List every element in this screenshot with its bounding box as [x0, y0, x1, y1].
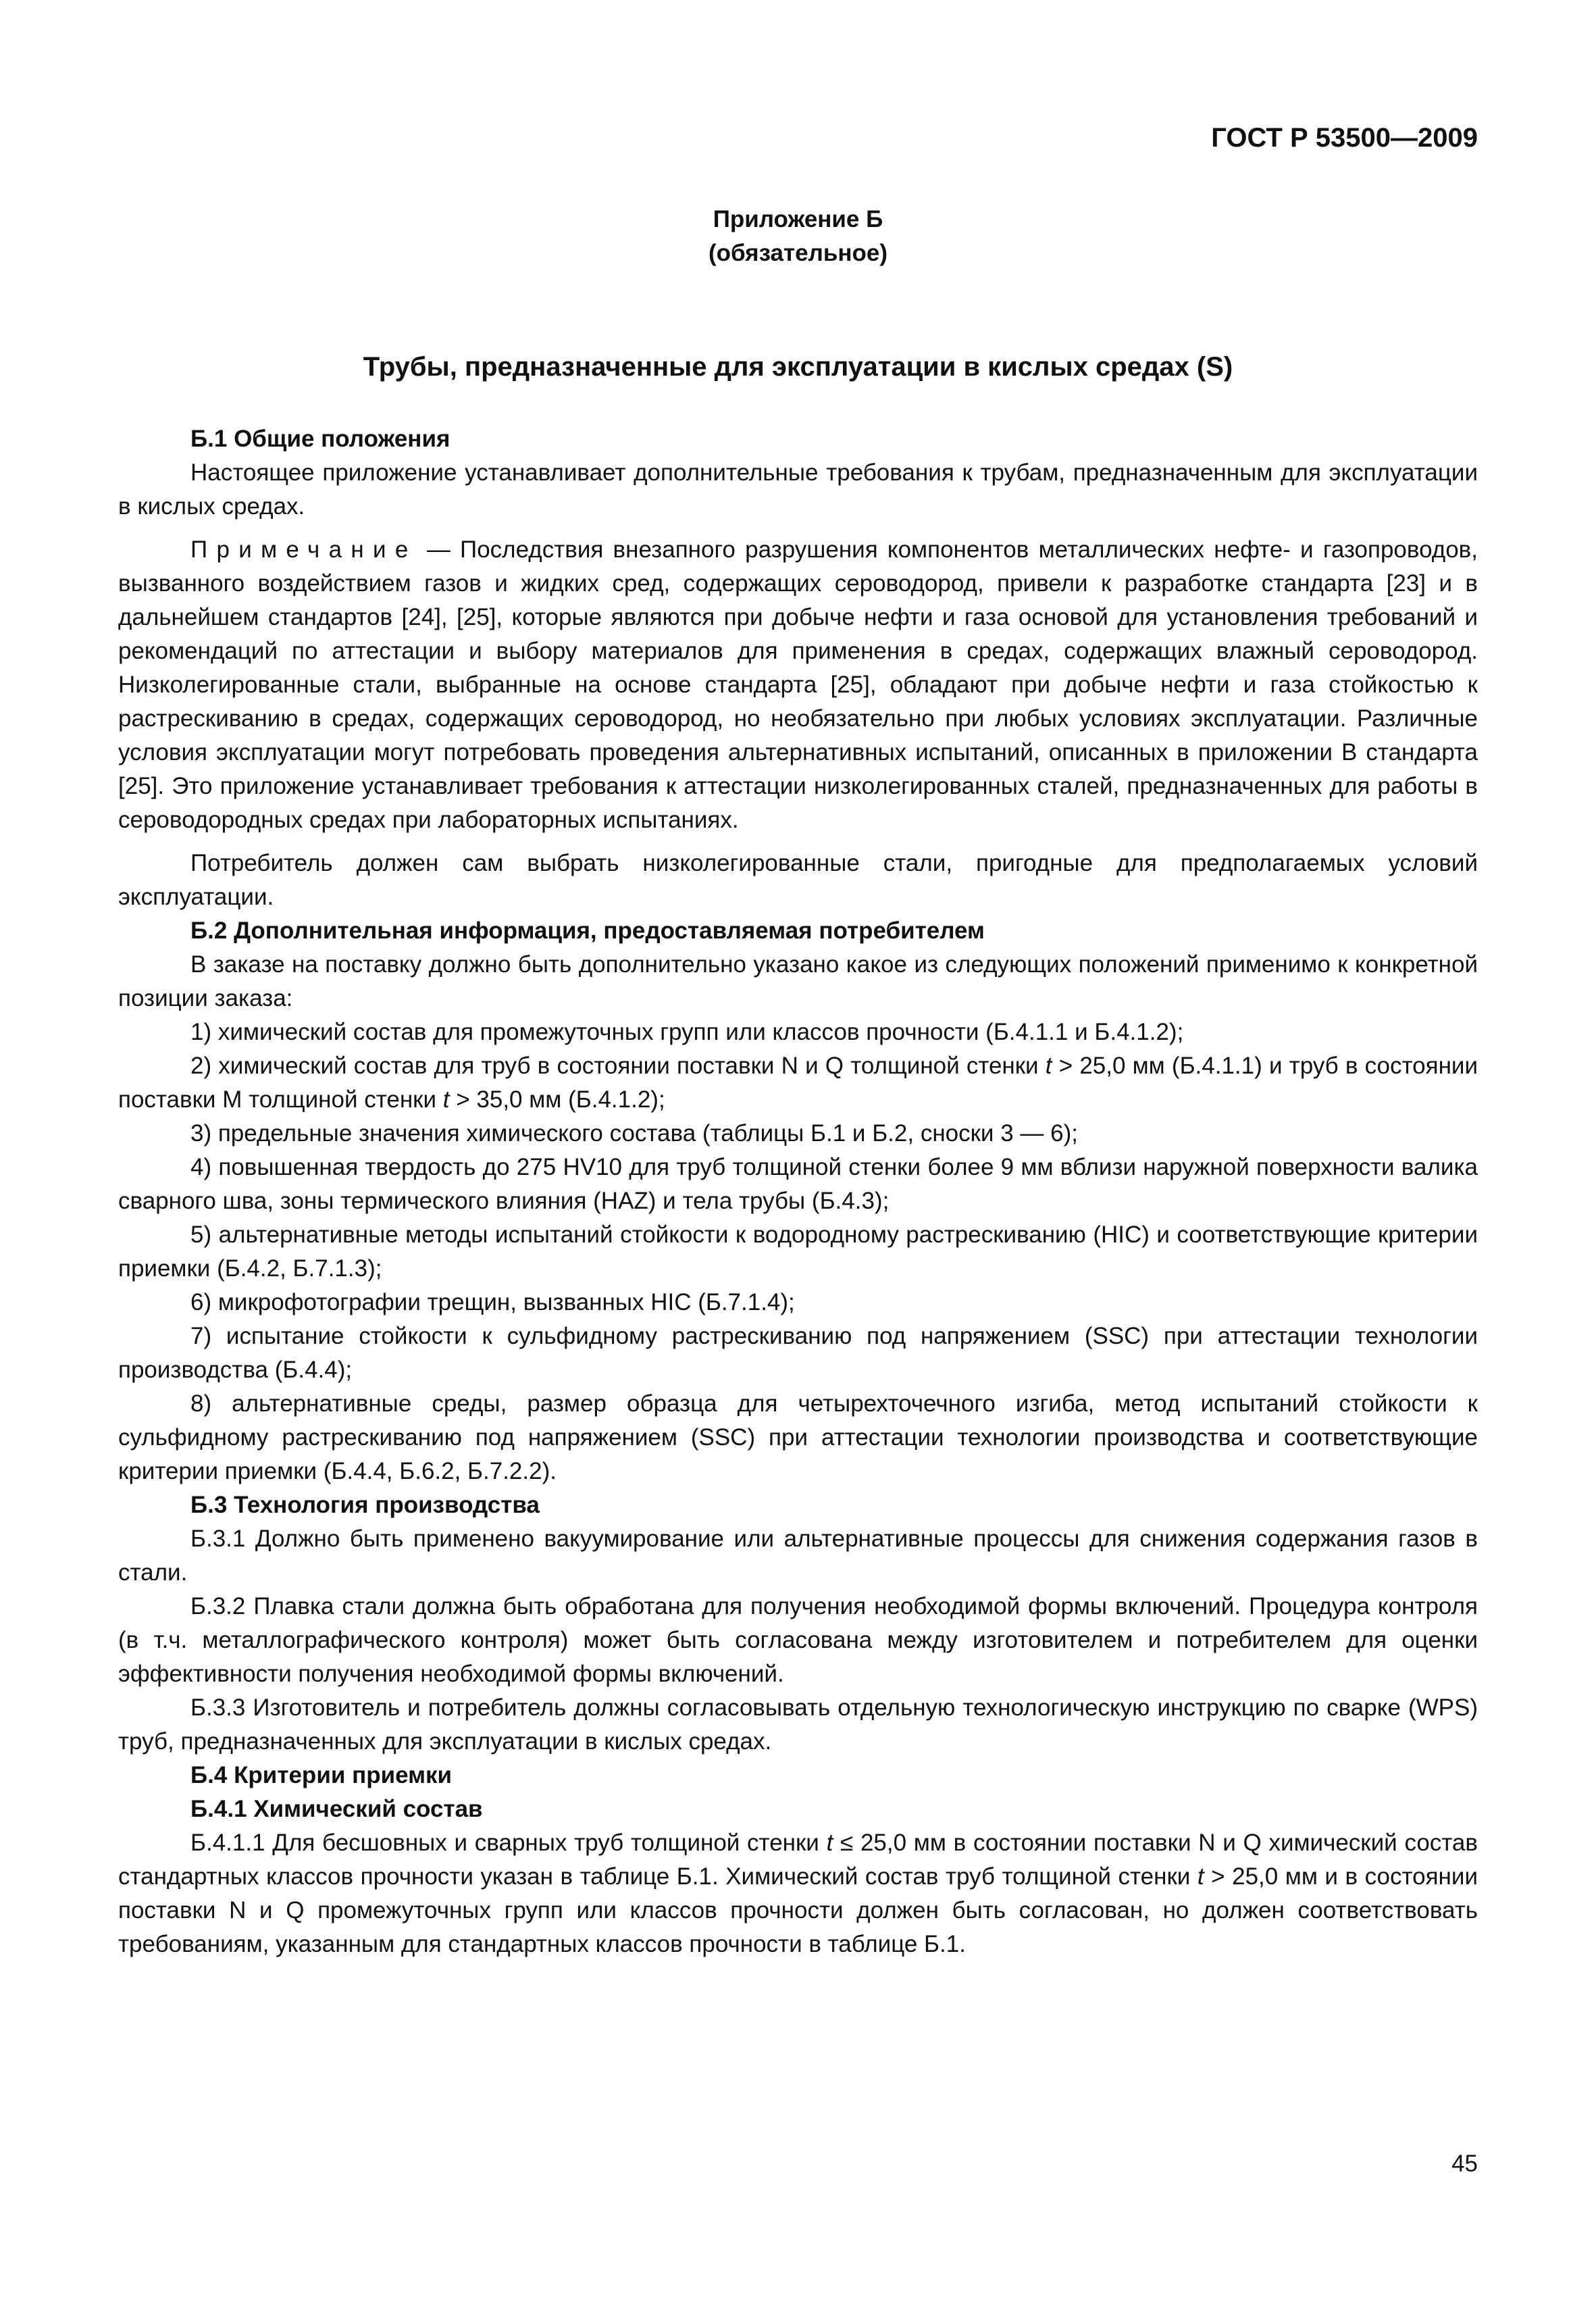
text-run: 2) химический состав для труб в состоянии поставки N и Q толщиной стенки — [190, 1053, 1046, 1079]
list-item: 8) альтернативные среды, размер образца для четырехточечного изгиба, метод испытаний стойкости к сульфидному растрескиванию под напряжением (SSC) при аттестации технологии производства и соответствующие критерии приемки (Б.4.4, Б.6.2, Б.7.2.2). — [118, 1390, 1478, 1484]
note-paragraph — [118, 533, 1478, 837]
list-item: 5) альтернативные методы испытаний стойкости к водородному растрескиванию (HIC) и соответствующие критерии приемки (Б.4.2, Б.7.1.3); — [118, 1222, 1478, 1282]
document-code: ГОСТ Р 53500—2009 — [1211, 123, 1478, 153]
paragraph: В заказе на поставку должно быть дополнительно указано какое из следующих положений применимо к конкретной позиции заказа: — [118, 951, 1478, 1011]
note-label: Примечание — [190, 536, 417, 563]
paragraph: Потребитель должен сам выбрать низколегированные стали, пригодные для предполагаемых условий эксплуатации. — [118, 850, 1478, 910]
section-heading-b4: Б.4 Критерии приемки — [190, 1762, 453, 1788]
section-heading-b1: Б.1 Общие положения — [190, 426, 451, 452]
document-body — [118, 422, 1478, 1961]
text-run: ≤ 25,0 мм в состоянии поставки N и Q химический состав стандартных классов прочности указан в таблице Б.1. Химический состав труб толщиной стенки — [118, 1830, 1478, 1890]
paragraph: Настоящее приложение устанавливает дополнительные требования к трубам, предназначенным для эксплуатации в кислых средах. — [118, 459, 1478, 520]
text-run: > 25,0 мм и в состоянии поставки N и Q промежуточных групп или классов прочности должен быть согласован, но должен соответствовать требованиям, указанным для стандартных классов прочности в таблице Б.1. — [118, 1863, 1478, 1957]
text-run: Б.4.1.1 Для бесшовных и сварных труб толщиной стенки — [190, 1830, 827, 1856]
list-item: 6) микрофотографии трещин, вызванных HIC (Б.7.1.4); — [190, 1289, 795, 1315]
variable: t — [826, 1830, 833, 1856]
section-heading-b2: Б.2 Дополнительная информация, предоставляемая потребителем — [190, 917, 985, 944]
section-heading-b3: Б.3 Технология производства — [190, 1492, 540, 1518]
note-text: — Последствия внезапного разрушения компонентов металлических нефте- и газопроводов, вызванного воздействием газов и жидких сред, содержащих сероводород, привели к разработке стандарта [23] и в дальнейшем стандартов [24], [25], которые являются при добыче нефти и газа основой для установления требований и рекомендаций по аттестации и выбору материалов для применения в средах, содержащих влажный сероводород. Низколегированные стали, выбранные на основе стандарта [25], обладают при добыче нефти и газа стойкостью к растрескиванию в средах, содержащих сероводород, но необязательно при любых условиях эксплуатации. Различные условия эксплуатации могут потребовать проведения альтернативных испытаний, описанных в приложении В стандарта [25]. Это приложение устанавливает требования к аттестации низколегированных сталей, предназначенных для работы в сероводородных средах при лабораторных испытаниях. — [118, 536, 1478, 833]
variable: t — [1197, 1863, 1204, 1890]
list-item: 1) химический состав для промежуточных групп или классов прочности (Б.4.1.1 и Б.4.1.2); — [190, 1019, 1184, 1045]
text-run: > 35,0 мм (Б.4.1.2); — [449, 1086, 665, 1113]
list-item: 3) предельные значения химического состава (таблицы Б.1 и Б.2, сноски 3 — 6); — [190, 1120, 1078, 1147]
paragraph: Б.3.3 Изготовитель и потребитель должны согласовывать отдельную технологическую инструкцию по сварке (WPS) труб, предназначенных для эксплуатации в кислых средах. — [118, 1694, 1478, 1755]
list-item: 7) испытание стойкости к сульфидному растрескиванию под напряжением (SSC) при аттестации технологии производства (Б.4.4); — [118, 1323, 1478, 1383]
appendix-label: Приложение Б — [713, 206, 883, 232]
appendix-title: Трубы, предназначенные для эксплуатации в кислых средах (S) — [363, 352, 1233, 382]
paragraph — [118, 1826, 1478, 1961]
appendix-heading — [0, 203, 1596, 270]
list-item — [118, 1049, 1478, 1117]
variable: t — [1045, 1053, 1052, 1079]
page-number: 45 — [1451, 2150, 1478, 2177]
variable: t — [442, 1086, 450, 1113]
list-item: 4) повышенная твердость до 275 HV10 для труб толщиной стенки более 9 мм вблизи наружной поверхности валика сварного шва, зоны термического влияния (HAZ) и тела трубы (Б.4.3); — [118, 1154, 1478, 1214]
subsection-heading-b41: Б.4.1 Химический состав — [190, 1796, 483, 1822]
appendix-status: (обязательное) — [708, 240, 887, 266]
text-run: > 25,0 мм (Б.4.1.1) и труб в состоянии поставки M толщиной стенки — [118, 1053, 1478, 1113]
paragraph: Б.3.1 Должно быть применено вакуумирование или альтернативные процессы для снижения содержания газов в стали. — [118, 1526, 1478, 1586]
paragraph: Б.3.2 Плавка стали должна быть обработана для получения необходимой формы включений. Процедура контроля (в т.ч. металлографического контроля) может быть согласована между изготовителем и потребителем для оценки эффективности получения необходимой формы включений. — [118, 1593, 1478, 1687]
